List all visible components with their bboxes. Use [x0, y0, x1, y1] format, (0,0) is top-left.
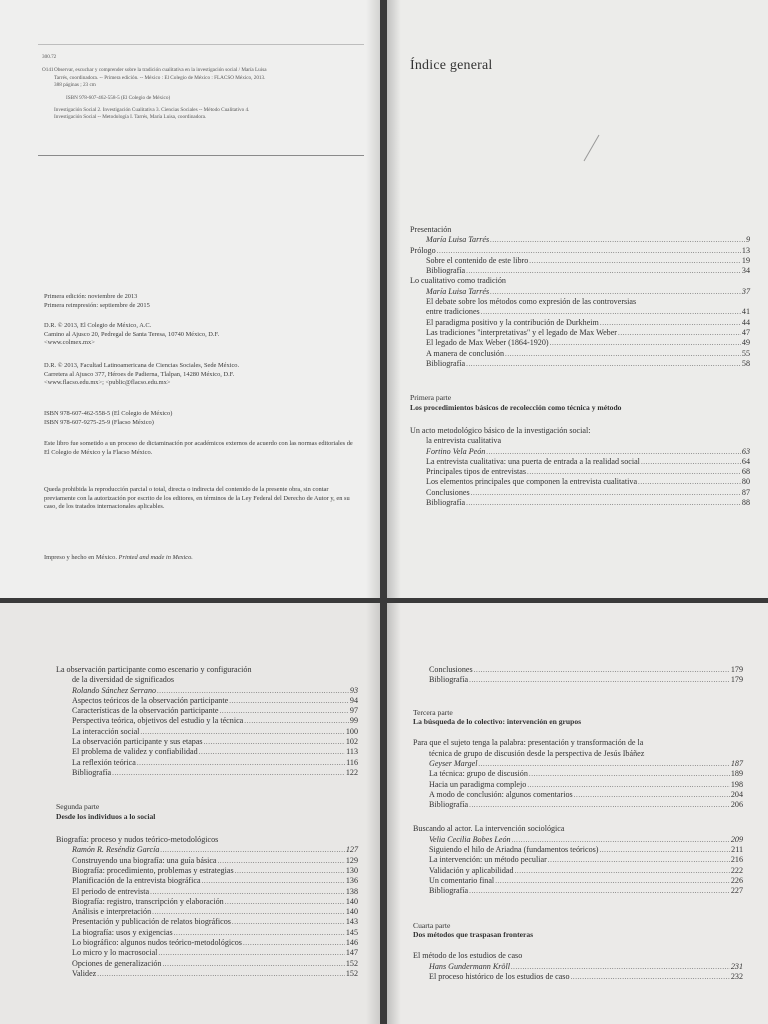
- toc-entry: [413, 866, 743, 876]
- toc-page-number: 140: [345, 907, 358, 917]
- toc-subsection-list: [410, 307, 750, 369]
- toc-entry: [56, 907, 358, 917]
- toc-entry-title: Análisis e interpretación: [72, 907, 152, 917]
- part-label: Cuarta parte: [413, 920, 451, 930]
- toc-entry-title: Principales tipos de entrevistas: [426, 467, 527, 477]
- publisher-flacso: [44, 362, 359, 388]
- toc-page-number: 113: [346, 747, 358, 757]
- toc-entry-title: El periodo de entrevista: [72, 886, 150, 896]
- catalog-entry-line: 388 páginas ; 23 cm: [54, 82, 96, 89]
- toc-entry: [410, 318, 750, 328]
- toc-leader: [511, 962, 730, 972]
- toc-page-number: 19: [741, 255, 750, 265]
- toc-entry-title: Planificación de la entrevista biográfica: [72, 876, 201, 886]
- toc-page-number: 122: [345, 767, 358, 777]
- catalog-subject-line: Investigación Social 2. Investigación Cualitativa 3. Ciencias Sociales -- Método Cualitativo 4.: [54, 107, 250, 114]
- toc-entry-title: El paradigma positivo y la contribución de Durkheim: [426, 317, 599, 327]
- toc-page-number: 116: [346, 757, 358, 767]
- toc-entry: [56, 959, 358, 969]
- toc-leader: [481, 307, 741, 317]
- toc-entry-title: Bibliografía: [72, 767, 112, 777]
- toc-leader: [466, 266, 741, 276]
- toc-leader: [495, 876, 730, 886]
- toc-leader: [174, 928, 345, 938]
- toc-entry: [56, 696, 358, 706]
- toc-author: María Luisa Tarrés: [426, 235, 490, 245]
- toc-page-2: [0, 603, 380, 1024]
- toc-author-row: [56, 686, 358, 696]
- publisher-line: Camino al Ajusco 20, Pedregal de Santa Teresa, 10740 México, D.F.: [44, 330, 220, 338]
- toc-author-row: [413, 759, 743, 769]
- catalog-isbn: ISBN 978-607-462-558-5 (El Colegio de México): [66, 94, 171, 101]
- toc-page-number: 198: [730, 779, 743, 789]
- toc-page-number: 146: [345, 938, 358, 948]
- toc-page-number: 136: [345, 876, 358, 886]
- catalog-record: [42, 54, 360, 122]
- toc-page-number: 189: [730, 769, 743, 779]
- toc-entry-title: Conclusiones: [429, 665, 473, 674]
- toc-entry: [410, 488, 750, 498]
- toc-leader: [225, 897, 345, 907]
- toc-section-title: Para que el sujeto tenga la palabra: presentación y transformación de la: [413, 738, 644, 748]
- toc-page-number: 68: [741, 467, 750, 477]
- toc-page-number: 204: [730, 789, 743, 799]
- toc-entry-title: Aspectos teóricos de la observación participante: [72, 695, 229, 705]
- gutter-shadow: [366, 0, 380, 598]
- toc-page-number: 97: [349, 706, 358, 716]
- toc-entry-title: A modo de conclusión: algunos comentarios: [429, 789, 573, 799]
- toc-page-number: 231: [730, 961, 743, 971]
- toc-entry-title: La biografía: usos y exigencias: [72, 927, 173, 937]
- rights-note-block: [44, 486, 359, 512]
- toc-entry-title: El proceso histórico de los estudios de caso: [429, 971, 570, 981]
- toc-page-1: [387, 0, 768, 598]
- toc-block-2: [56, 665, 358, 979]
- toc-entry-title: Bibliografía: [429, 800, 469, 810]
- gutter-shadow: [387, 603, 401, 1024]
- printed-en: Printed and made in Mexico.: [118, 554, 193, 561]
- toc-entry-title: Lo micro y lo macrosocial: [72, 948, 158, 958]
- toc-entry: [413, 665, 743, 675]
- toc-leader: [235, 866, 345, 876]
- toc-page-number: 179: [730, 675, 743, 685]
- toc-entry-title: Validez: [72, 968, 97, 978]
- toc-entry: [413, 876, 743, 886]
- toc-leader: [469, 886, 730, 896]
- toc-leader: [548, 855, 730, 865]
- toc-entry: [413, 780, 743, 790]
- toc-subsection-list: [56, 856, 358, 980]
- toc-page-number: 99: [349, 716, 358, 726]
- catalog-subject-line: Investigación Social -- Metodología I. Tarrés, María Luisa, coordinadora.: [54, 114, 207, 121]
- toc-entry-title: El problema de validez y confiabilidad: [72, 747, 198, 757]
- toc-leader: [641, 457, 741, 467]
- toc-leader: [137, 758, 345, 768]
- toc-entry-title: Los elementos principales que componen la entrevista cualitativa: [426, 477, 638, 487]
- toc-page-number: 232: [730, 971, 743, 981]
- toc-author-row: [56, 845, 358, 855]
- toc-entry: [56, 876, 358, 886]
- toc-leader: [204, 737, 345, 747]
- toc-entry-title: Opciones de generalización: [72, 958, 162, 968]
- toc-entry-title: Las tradiciones "interpretativas" y el legado de Max Weber: [426, 327, 617, 337]
- toc-page-number: 143: [345, 917, 358, 927]
- toc-entry-title: entre tradiciones: [426, 307, 480, 317]
- rights-note: Queda prohibida la reproducción parcial o total, directa o indirecta del contenido de la presente obra, sin contar previamente con la autorización por escrito de los editores, en términos de la Ley Federal del Derecho de Autor y, en su caso, de los tratados internacionales aplicables.: [44, 486, 350, 511]
- toc-page-number: 226: [730, 875, 743, 885]
- toc-leader: [529, 769, 730, 779]
- isbn-line: ISBN 978-607-9275-25-9 (Flacso México): [44, 418, 154, 426]
- toc-entry-title: Lo biográfico: algunos nudos teórico-metodológicos: [72, 938, 242, 948]
- toc-page-number: 47: [741, 327, 750, 337]
- toc-page-number: 64: [741, 456, 750, 466]
- toc-page-number: 206: [730, 800, 743, 810]
- toc-leader: [527, 780, 730, 790]
- toc-page-number: 216: [730, 855, 743, 865]
- isbn-block: [44, 410, 359, 427]
- toc-page-number: 34: [741, 266, 750, 276]
- toc-entry-title: La intervención: un método peculiar: [429, 855, 547, 865]
- toc-leader: [469, 800, 730, 810]
- toc-entry-title: El debate sobre los métodos como expresión de las controversias: [426, 297, 637, 307]
- toc-block-1: [410, 225, 750, 508]
- toc-page-number: 44: [741, 317, 750, 327]
- toc-section-title: Buscando al actor. La intervención sociológica: [413, 824, 565, 834]
- toc-entry-title: Bibliografía: [426, 266, 466, 276]
- toc-entry: [413, 855, 743, 865]
- part-title: Desde los individuos a lo social: [56, 811, 156, 821]
- toc-section-title: Prólogo: [410, 245, 436, 255]
- toc-subsection-list: [410, 457, 750, 508]
- printed-es: Impreso y hecho en México.: [44, 554, 117, 561]
- toc-leader: [466, 498, 741, 508]
- toc-entry-title: El legado de Max Weber (1864-1920): [426, 338, 549, 348]
- toc-entry: [410, 359, 750, 369]
- toc-entry-title: Sobre el contenido de este libro: [426, 255, 529, 265]
- toc-subsection-list: [413, 845, 743, 896]
- toc-author: Fortino Vela Peón: [426, 446, 486, 456]
- toc-entry-title: Características de la observación participante: [72, 706, 219, 716]
- toc-leader: [478, 759, 729, 769]
- gutter-shadow: [387, 0, 401, 598]
- toc-leader: [515, 866, 730, 876]
- copyright-page: [0, 0, 380, 598]
- toc-author-row: [410, 447, 750, 457]
- toc-section-title: La observación participante como escenario y configuración: [56, 665, 252, 674]
- toc-page-number: 140: [345, 896, 358, 906]
- toc-entry-title: Presentación y publicación de relatos biográficos: [72, 917, 231, 927]
- toc-entry: [56, 768, 358, 778]
- toc-author: Rolando Sánchez Serrano: [72, 685, 157, 695]
- review-note-block: [44, 440, 359, 457]
- toc-entry: [413, 845, 743, 855]
- toc-entry: [413, 886, 743, 896]
- toc-leader: [199, 747, 346, 757]
- toc-entry: [56, 948, 358, 958]
- toc-entry: [413, 800, 743, 810]
- toc-leader: [152, 907, 345, 917]
- toc-entry: [410, 457, 750, 467]
- toc-leader: [469, 675, 730, 685]
- toc-author-row: [413, 835, 743, 845]
- toc-entry: [56, 866, 358, 876]
- toc-entry-title: Bibliografía: [429, 675, 469, 685]
- toc-leader: [490, 287, 741, 297]
- toc-block-3: [413, 665, 743, 982]
- part-title: Los procedimientos básicos de recolección como técnica y método: [410, 402, 622, 412]
- toc-leader: [529, 256, 741, 266]
- toc-section-title-cont: la entrevista cualitativa: [426, 436, 502, 446]
- toc-leader: [638, 477, 741, 487]
- toc-section-title-cont: de la diversidad de significados: [72, 675, 175, 685]
- toc-entry-title: Biografía: procedimiento, problemas y estrategias: [72, 865, 234, 875]
- toc-entry: [56, 706, 358, 716]
- toc-page-number: 129: [345, 855, 358, 865]
- part-label: Segunda parte: [56, 802, 100, 812]
- toc-leader: [232, 917, 345, 927]
- toc-author: Ramón R. Reséndiz García: [72, 845, 160, 855]
- isbn-line: ISBN 978-607-462-558-5 (El Colegio de México): [44, 410, 173, 417]
- toc-author: María Luisa Tarrés: [426, 286, 490, 296]
- publisher-line: Carretera al Ajusco 377, Héroes de Padierna, Tlalpan, 14280 México, D.F.: [44, 370, 235, 378]
- toc-page-number: 152: [345, 958, 358, 968]
- toc-subsection-list: [413, 665, 743, 686]
- toc-leader: [157, 686, 349, 696]
- toc-leader: [160, 845, 344, 855]
- toc-entry: [56, 737, 358, 747]
- toc-entry: [56, 969, 358, 979]
- toc-entry-title: Perspectiva teórica, objetivos del estudio y la técnica: [72, 716, 244, 726]
- toc-entry: [56, 856, 358, 866]
- toc-page-number: 100: [345, 726, 358, 736]
- toc-section-title: Biografía: proceso y nudos teórico-metodológicos: [56, 835, 219, 845]
- toc-entry: [56, 938, 358, 948]
- toc-author-row: [410, 287, 750, 297]
- toc-entry: [410, 467, 750, 477]
- toc-leader: [162, 959, 344, 969]
- toc-entry-title: La observación participante y sus etapas: [72, 737, 203, 747]
- part-title: La búsqueda de lo colectivo: intervención en grupos: [413, 717, 582, 726]
- toc-entry-title: La interacción social: [72, 726, 140, 736]
- toc-leader: [550, 338, 741, 348]
- toc-leader: [97, 969, 345, 979]
- toc-section-title-cont: técnica de grupo de discusión desde la perspectiva de Jesús Ibáñez: [429, 748, 645, 758]
- catalog-top-rule: [38, 44, 364, 45]
- toc-entry-title: Conclusiones: [426, 487, 470, 497]
- pen-mark: [584, 135, 600, 161]
- toc-page-number: 130: [345, 865, 358, 875]
- publisher-url: <www.colmex.mx>: [44, 339, 95, 347]
- toc-page-number: 13: [741, 245, 750, 255]
- toc-entry: [413, 769, 743, 779]
- toc-leader: [243, 938, 345, 948]
- toc-leader: [150, 887, 345, 897]
- toc-page-number: 87: [741, 487, 750, 497]
- toc-page-number: 93: [349, 685, 358, 695]
- page-title: Índice general: [410, 58, 493, 73]
- printed-in: [44, 554, 359, 563]
- toc-section-title: Un acto metodológico básico de la investigación social:: [410, 425, 591, 435]
- part-title: Dos métodos que traspasan fronteras: [413, 929, 534, 939]
- toc-page-number: 138: [345, 886, 358, 896]
- toc-section-title: El método de los estudios de caso: [413, 951, 523, 961]
- toc-page-number: 179: [730, 665, 743, 674]
- publisher-line: D.R. © 2013, Facultad Latinoamericana de Ciencias Sociales, Sede México.: [44, 362, 240, 369]
- toc-section-title: Presentación: [410, 225, 452, 234]
- review-note: Este libro fue sometido a un proceso de dictaminación por académicos externos de acuerdo con las normas editoriales de El Colegio de México y la Flacso México.: [44, 440, 353, 456]
- edition-line: Primera reimpresión: septiembre de 2015: [44, 301, 150, 309]
- toc-leader: [571, 972, 730, 982]
- toc-leader: [158, 948, 344, 958]
- toc-leader: [229, 696, 349, 706]
- publisher-url: <www.flacso.edu.mx>; <public@flacso.edu.mx>: [44, 379, 171, 387]
- toc-entry: [56, 758, 358, 768]
- toc-page-number: 80: [741, 477, 750, 487]
- toc-leader: [220, 706, 349, 716]
- toc-leader: [486, 447, 741, 457]
- catalog-entry-line: Tarrés, coordinadora. -- Primera edición. -- México : El Colegio de México : FLACSO México, 2013.: [54, 74, 266, 81]
- toc-page-3: [387, 603, 768, 1024]
- toc-entry: [56, 887, 358, 897]
- toc-page-number: 127: [345, 845, 358, 855]
- toc-author: Hans Gundermann Kröll: [429, 961, 510, 971]
- toc-page-number: 227: [730, 886, 743, 896]
- toc-leader: [202, 876, 345, 886]
- toc-leader: [490, 235, 745, 245]
- toc-entry: [410, 307, 750, 317]
- toc-leader: [618, 328, 741, 338]
- class-number: 300.72: [42, 54, 57, 60]
- toc-entry: [56, 747, 358, 757]
- toc-leader: [112, 768, 345, 778]
- toc-author-row: [413, 962, 743, 972]
- edition-info: [44, 293, 359, 310]
- toc-leader: [600, 318, 741, 328]
- toc-entry-title: Un comentario final: [429, 875, 495, 885]
- toc-author-row: [410, 235, 750, 245]
- toc-leader: [471, 488, 741, 498]
- toc-page-number: 41: [741, 307, 750, 317]
- toc-entry: [56, 917, 358, 927]
- catalog-entry-line: Observar, escuchar y comprender sobre la tradición cualitativa en la investigación social / María Luisa: [54, 67, 267, 74]
- toc-page-number: 187: [730, 759, 743, 768]
- gutter-shadow: [366, 603, 380, 1024]
- part-label: Primera parte: [410, 393, 452, 403]
- toc-entry: [410, 338, 750, 348]
- toc-page-number: 55: [741, 348, 750, 358]
- toc-leader: [474, 665, 730, 675]
- call-number: O141: [42, 67, 54, 74]
- toc-entry-title: Bibliografía: [426, 498, 466, 508]
- toc-entry-title: Bibliografía: [426, 358, 466, 368]
- toc-page-number: 9: [745, 235, 750, 245]
- toc-leader: [599, 845, 730, 855]
- toc-page-number: 211: [731, 845, 743, 855]
- toc-leader: [505, 349, 741, 359]
- toc-entry-title: Siguiendo el hilo de Ariadna (fundamentos teóricos): [429, 845, 599, 855]
- toc-page-number: 209: [730, 834, 743, 844]
- toc-entry: [56, 727, 358, 737]
- toc-entry-title: Biografía: registro, transcripción y elaboración: [72, 896, 224, 906]
- toc-entry: [413, 972, 743, 982]
- toc-page-number: 147: [345, 948, 358, 958]
- toc-entry: [410, 266, 750, 276]
- toc-page-number: 88: [741, 498, 750, 508]
- edition-line: Primera edición: noviembre de 2013: [44, 293, 138, 300]
- toc-leader: [140, 727, 344, 737]
- toc-entry-title: La entrevista cualitativa: una puerta de entrada a la realidad social: [426, 456, 640, 466]
- toc-entry: [410, 328, 750, 338]
- toc-page-number: 63: [741, 446, 750, 456]
- toc-page-number: 102: [345, 737, 358, 747]
- toc-entry: [56, 928, 358, 938]
- toc-page-number: 94: [349, 695, 358, 705]
- toc-leader: [527, 467, 741, 477]
- toc-leader: [512, 835, 730, 845]
- toc-entry-title: A manera de conclusión: [426, 348, 504, 358]
- toc-entry-title: La reflexión teórica: [72, 757, 136, 767]
- toc-author: Geyser Margel: [429, 759, 478, 768]
- toc-entry-title: Hacia un paradigma complejo: [429, 779, 527, 789]
- toc-page-number: 145: [345, 927, 358, 937]
- toc-page-number: 222: [730, 865, 743, 875]
- catalog-bottom-rule: [38, 155, 364, 156]
- toc-entry-title: La técnica: grupo de discusión: [429, 769, 528, 779]
- toc-section-row: [410, 246, 750, 256]
- toc-entry: [410, 349, 750, 359]
- toc-subsection-list: [56, 696, 358, 778]
- part-label: Tercera parte: [413, 707, 453, 717]
- toc-page-number: 58: [741, 358, 750, 368]
- toc-page-number: 37: [741, 286, 750, 296]
- toc-entry: [410, 498, 750, 508]
- toc-entry-title: Construyendo una biografía: una guía básica: [72, 855, 217, 865]
- toc-entry: [56, 716, 358, 726]
- toc-entry: [56, 897, 358, 907]
- publisher-colmex: [44, 322, 359, 348]
- toc-leader: [466, 359, 741, 369]
- toc-section-title: Lo cualitativo como tradición: [410, 276, 506, 286]
- toc-subsection-list: [410, 256, 750, 277]
- toc-entry: [410, 477, 750, 487]
- toc-page-number: 152: [345, 968, 358, 978]
- toc-entry-title: Bibliografía: [429, 886, 469, 896]
- toc-leader: [437, 246, 741, 256]
- toc-entry: [410, 256, 750, 266]
- toc-author: Velia Cecilia Bobes León: [429, 834, 511, 844]
- toc-entry: [413, 675, 743, 685]
- toc-leader: [218, 856, 345, 866]
- toc-subsection-list: [413, 769, 743, 810]
- toc-entry-title: Validación y aplicabilidad: [429, 865, 514, 875]
- publisher-line: D.R. © 2013, El Colegio de México, A.C.: [44, 322, 152, 329]
- toc-leader: [574, 790, 730, 800]
- toc-page-number: 49: [741, 338, 750, 348]
- toc-entry: [413, 790, 743, 800]
- toc-leader: [244, 716, 349, 726]
